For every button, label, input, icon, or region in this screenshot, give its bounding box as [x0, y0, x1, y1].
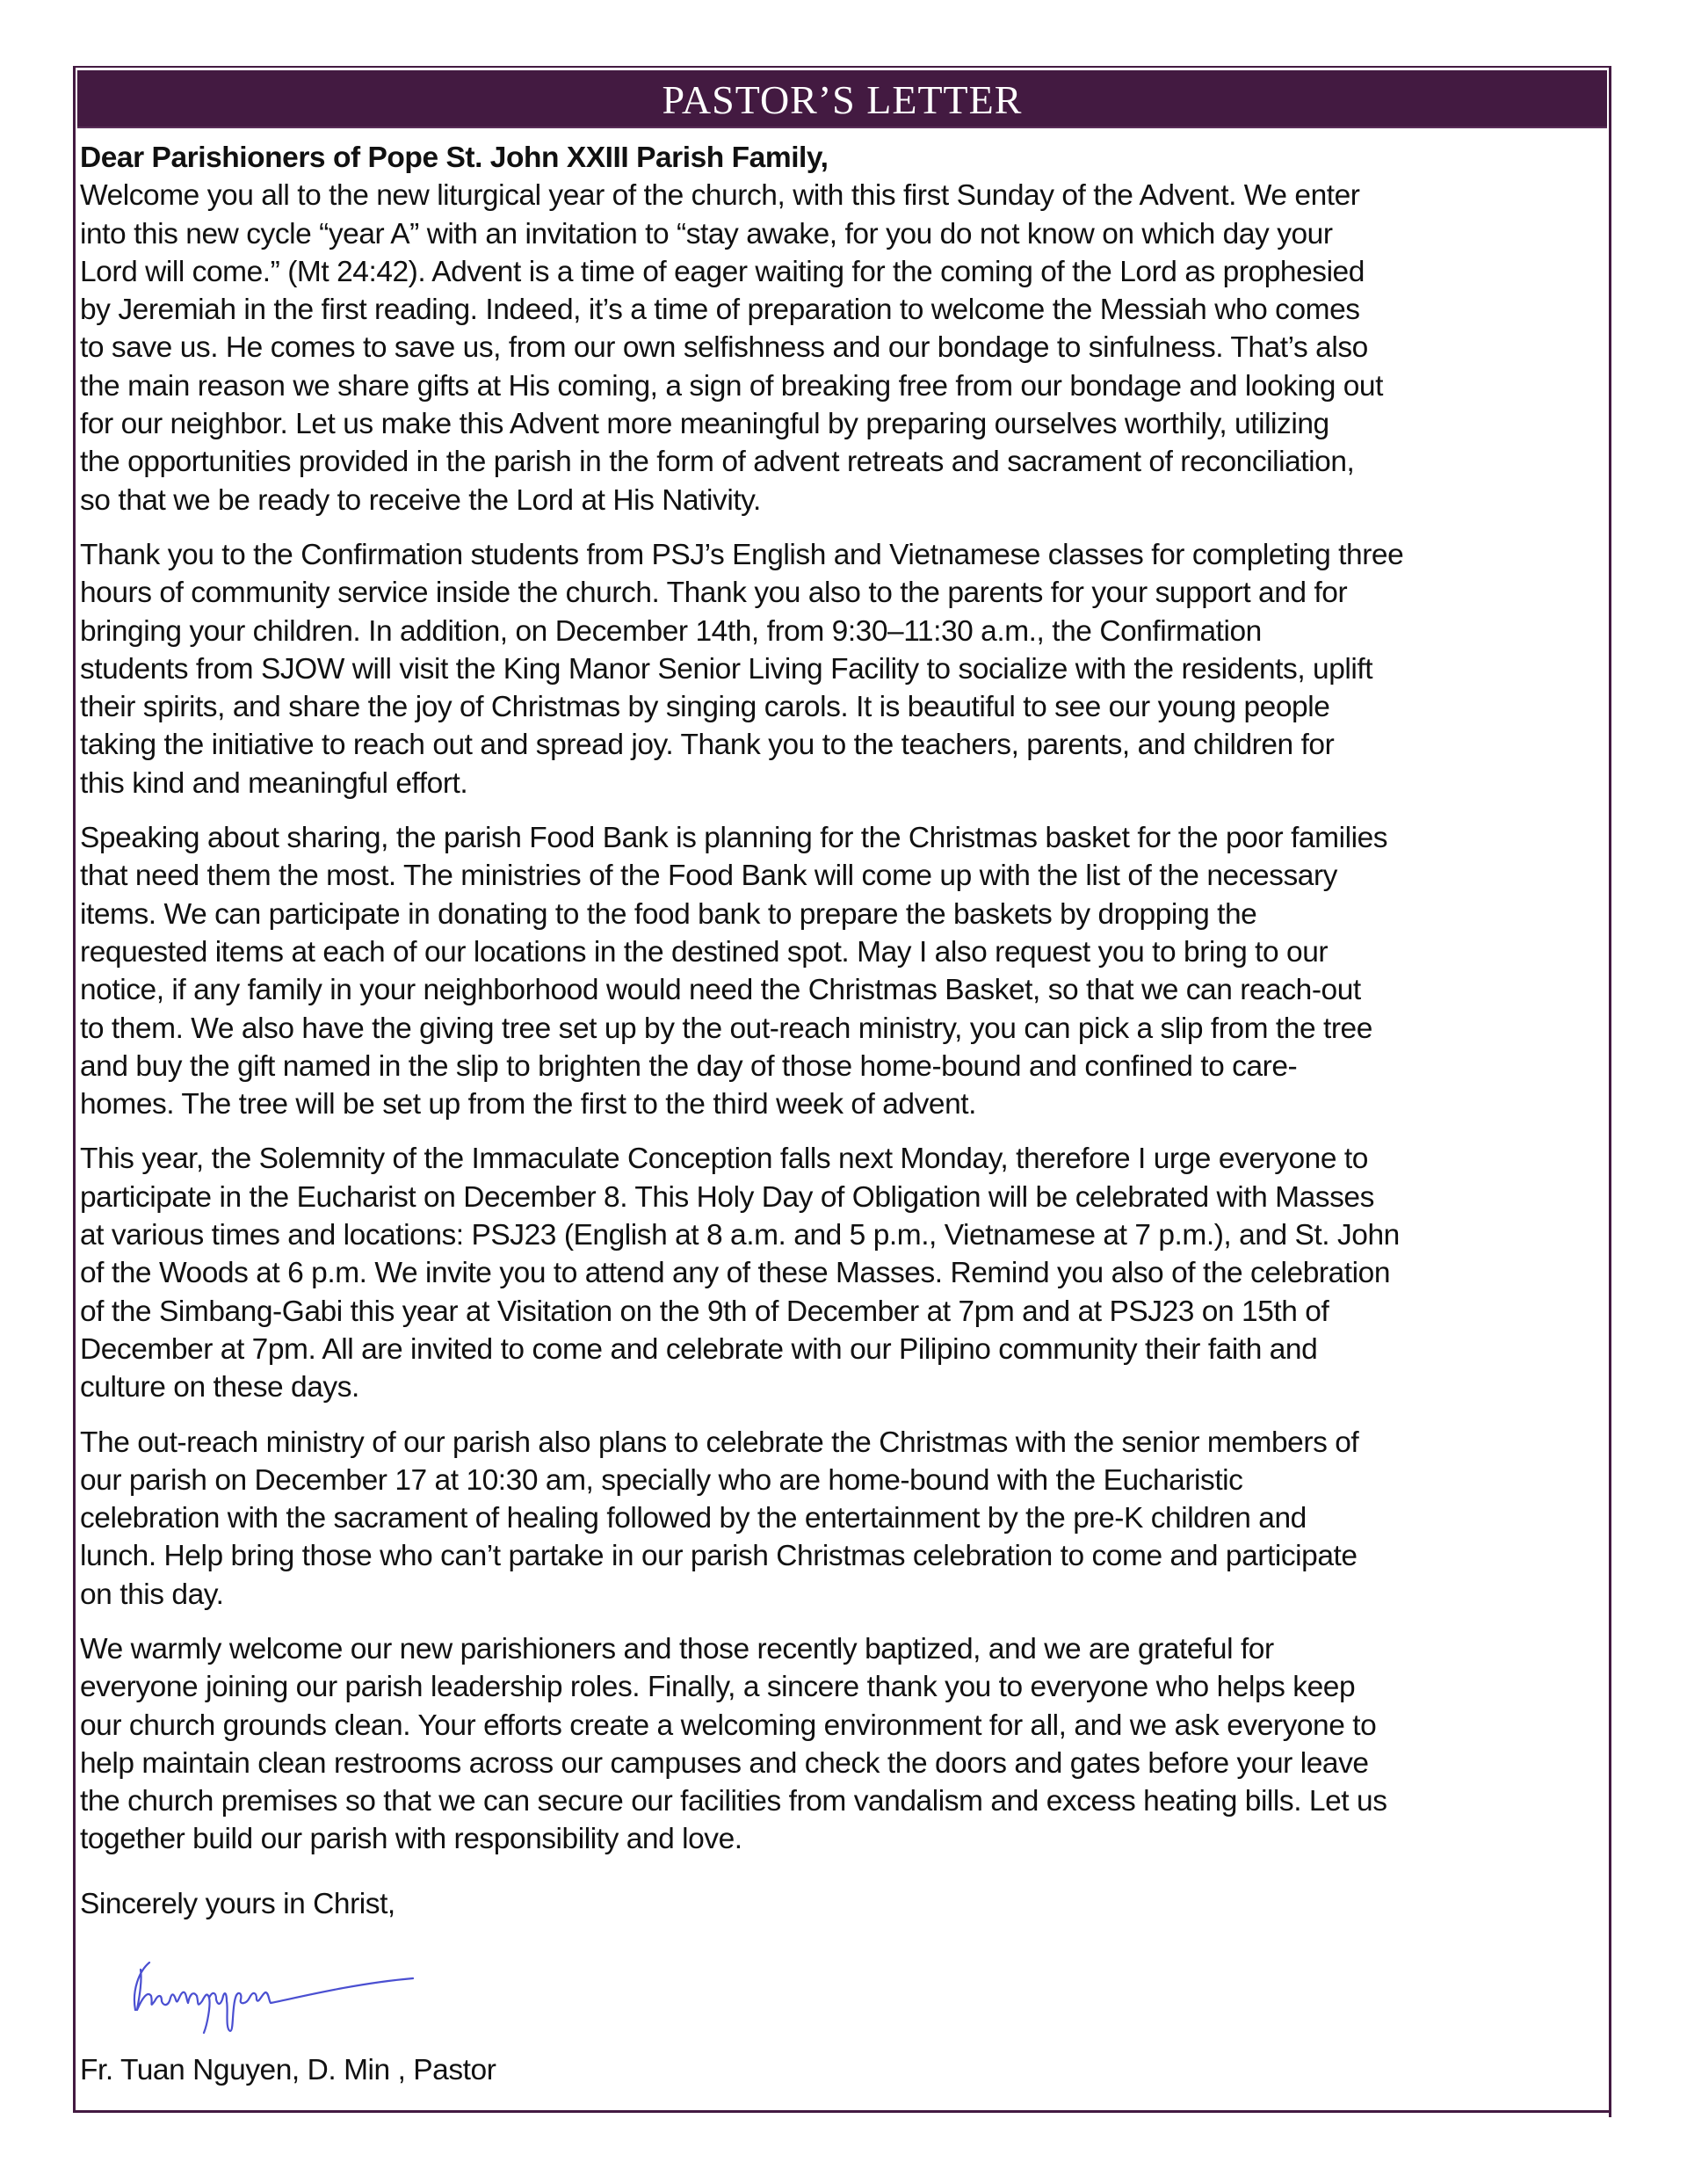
text-line: for our neighbor. Let us make this Advent more meaningful by preparing ourselves worthily, utilizing: [80, 408, 1329, 441]
text-line: hours of community service inside the church. Thank you also to the parents for your support and for: [80, 577, 1348, 610]
text-line: the opportunities provided in the parish in the form of advent retreats and sacrament of reconciliation,: [80, 446, 1355, 479]
text-line: on this day.: [80, 1578, 224, 1611]
text-line: everyone joining our parish leadership roles. Finally, a sincere thank you to everyone who helps keep: [80, 1671, 1356, 1704]
text-line: celebration with the sacrament of healing followed by the entertainment by the pre-K children and: [80, 1502, 1307, 1535]
paragraph: [80, 1424, 1613, 1614]
text-line: We warmly welcome our new parishioners and those recently baptized, and we are grateful for: [80, 1632, 1274, 1665]
text-line: to them. We also have the giving tree set up by the out-reach ministry, you can pick a slip from the tree: [80, 1012, 1372, 1045]
text-line: culture on these days.: [80, 1371, 359, 1404]
text-line: participate in the Eucharist on December 8. This Holy Day of Obligation will be celebrated with Masses: [80, 1180, 1374, 1214]
text-line: help maintain clean restrooms across our campuses and check the doors and gates before your leave: [80, 1746, 1369, 1780]
text-line: items. We can participate in donating to the food bank to prepare the baskets by dropping the: [80, 897, 1257, 931]
salutation: Dear Parishioners of Pope St. John XXIII Parish Family,: [80, 141, 829, 174]
text-line: into this new cycle “year A” with an invitation to “stay awake, for you do not know on which day your: [80, 217, 1333, 250]
text-line: that need them the most. The ministries of the Food Bank will come up with the list of the necessary: [80, 860, 1337, 893]
text-line: homes. The tree will be set up from the first to the third week of advent.: [80, 1088, 976, 1121]
text-line: this kind and meaningful effort.: [80, 766, 468, 800]
letter-body: [80, 139, 1613, 1923]
text-line: their spirits, and share the joy of Christmas by singing carols. It is beautiful to see our young people: [80, 691, 1330, 724]
text-line: The out-reach ministry of our parish also plans to celebrate the Christmas with the senior members of: [80, 1426, 1359, 1459]
text-line: at various times and locations: PSJ23 (English at 8 a.m. and 5 p.m., Vietnamese at 7 p.m.), and St. John: [80, 1219, 1400, 1252]
text-line: of the Woods at 6 p.m. We invite you to attend any of these Masses. Remind you also of the celebration: [80, 1257, 1390, 1290]
signature-icon: [123, 1955, 439, 2035]
text-line: so that we be ready to receive the Lord at His Nativity.: [80, 483, 761, 517]
text-line: bringing your children. In addition, on December 14th, from 9:30–11:30 a.m., the Confirmation: [80, 614, 1262, 648]
paragraph: [80, 1630, 1613, 1859]
text-line: the church premises so that we can secure our facilities from vandalism and excess heating bills. Let us: [80, 1785, 1387, 1818]
section-header: [77, 70, 1607, 128]
closing: Sincerely yours in Christ,: [80, 1887, 395, 1920]
text-line: December at 7pm. All are invited to come and celebrate with our Pilipino community their faith and: [80, 1332, 1318, 1366]
text-line: our parish on December 17 at 10:30 am, specially who are home-bound with the Eucharistic: [80, 1463, 1243, 1497]
page-title: PASTOR’S LETTER: [662, 76, 1023, 122]
text-line: taking the initiative to reach out and spread joy. Thank you to the teachers, parents, and children for: [80, 729, 1335, 762]
text-line: the main reason we share gifts at His coming, a sign of breaking free from our bondage and looking out: [80, 369, 1383, 403]
text-line: requested items at each of our locations in the destined spot. May I also request you to bring to our: [80, 935, 1329, 969]
frame-corner: [1609, 2113, 1611, 2117]
text-line: This year, the Solemnity of the Immaculate Conception falls next Monday, therefore I urge everyone to: [80, 1143, 1368, 1176]
text-line: students from SJOW will visit the King Manor Senior Living Facility to socialize with the residents, uplift: [80, 652, 1373, 686]
text-line: Speaking about sharing, the parish Food Bank is planning for the Christmas basket for the poor families: [80, 822, 1388, 855]
text-line: notice, if any family in your neighborhood would need the Christmas Basket, so that we can reach-out: [80, 974, 1361, 1007]
paragraph: [80, 819, 1613, 1123]
text-line: lunch. Help bring those who can’t partake in our parish Christmas celebration to come and participate: [80, 1540, 1358, 1573]
paragraphs: [80, 177, 1613, 1858]
text-line: Welcome you all to the new liturgical year of the church, with this first Sunday of the Advent. We enter: [80, 179, 1360, 213]
text-line: Thank you to the Confirmation students from PSJ’s English and Vietnamese classes for completing three: [80, 538, 1404, 571]
paragraph: [80, 1140, 1613, 1406]
text-line: to save us. He comes to save us, from our own selfishness and our bondage to sinfulness. That’s also: [80, 331, 1368, 365]
paragraph: [80, 177, 1613, 519]
paragraph: [80, 536, 1613, 802]
text-line: by Jeremiah in the first reading. Indeed, it’s a time of preparation to welcome the Messiah who comes: [80, 294, 1360, 327]
text-line: of the Simbang-Gabi this year at Visitation on the 9th of December at 7pm and at PSJ23 on 15th of: [80, 1295, 1329, 1328]
text-line: Lord will come.” (Mt 24:42). Advent is a time of eager waiting for the coming of the Lord as prophesied: [80, 255, 1365, 288]
text-line: together build our parish with responsibility and love.: [80, 1823, 742, 1856]
signoff: Fr. Tuan Nguyen, D. Min , Pastor: [80, 2054, 496, 2086]
text-line: and buy the gift named in the slip to brighten the day of those home-bound and confined to care-: [80, 1049, 1298, 1083]
text-line: our church grounds clean. Your efforts create a welcoming environment for all, and we ask everyone to: [80, 1709, 1377, 1742]
